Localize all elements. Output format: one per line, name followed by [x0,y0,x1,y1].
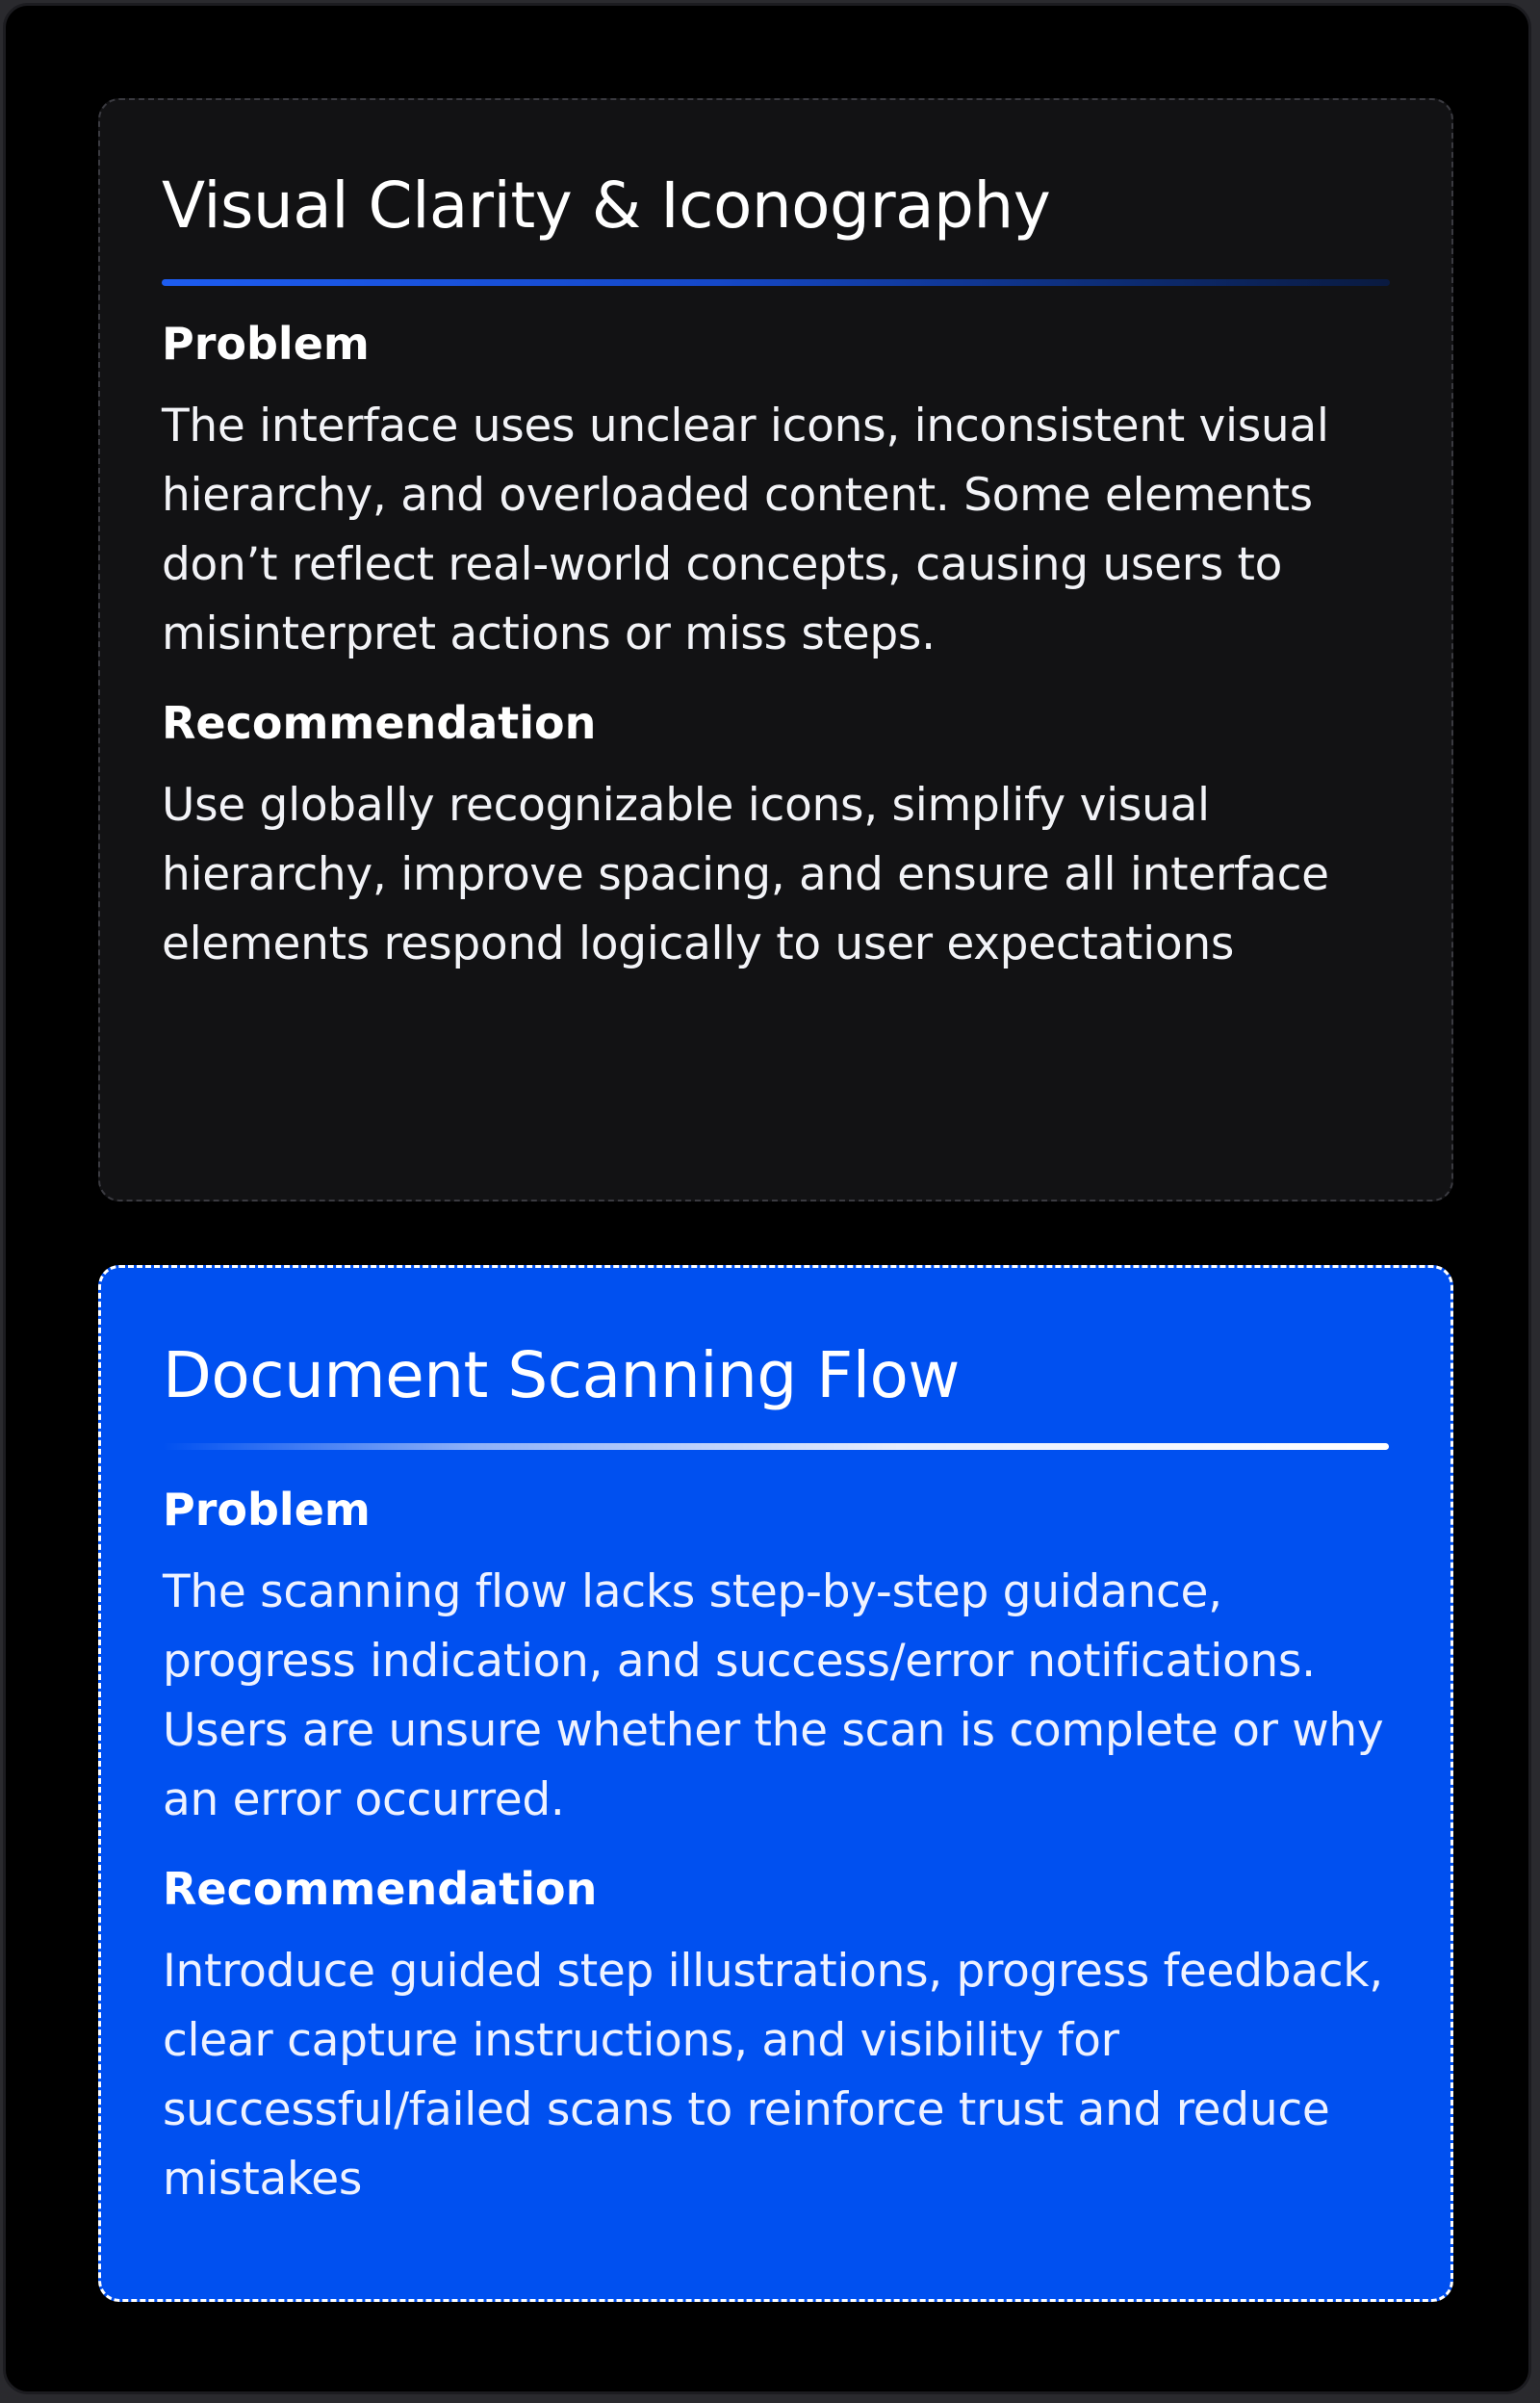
title-divider [162,279,1390,286]
recommendation-text: Use globally recognizable icons, simplify visual hierarchy, improve spacing, and ensure all interface elements respond logically to user expectations [162,779,1329,970]
problem-label: Problem [162,318,370,370]
problem-text: The scanning flow lacks step-by-step guidance, progress indication, and success/error notifications. Users are unsure whether the scan is complete or why an error occurred. [163,1565,1384,1826]
card-title: Visual Clarity & Iconography [162,168,1051,243]
recommendation-label: Recommendation [162,697,597,749]
insight-card-visual-clarity [98,98,1453,1202]
insight-card-document-scanning [98,1265,1453,2302]
recommendation-label: Recommendation [163,1863,598,1915]
problem-label: Problem [163,1484,371,1536]
recommendation-text: Introduce guided step illustrations, progress feedback, clear capture instructions, and visibility for successful/failed scans to reinforce trust and reduce mistakes [163,1945,1383,2206]
screen-frame [3,3,1531,2394]
title-divider [163,1443,1389,1450]
card-title: Document Scanning Flow [163,1338,960,1412]
problem-text: The interface uses unclear icons, inconsistent visual hierarchy, and overloaded content. Some elements don’t reflect real-world concepts, causing users to misinterpret actions or miss steps. [162,400,1329,660]
